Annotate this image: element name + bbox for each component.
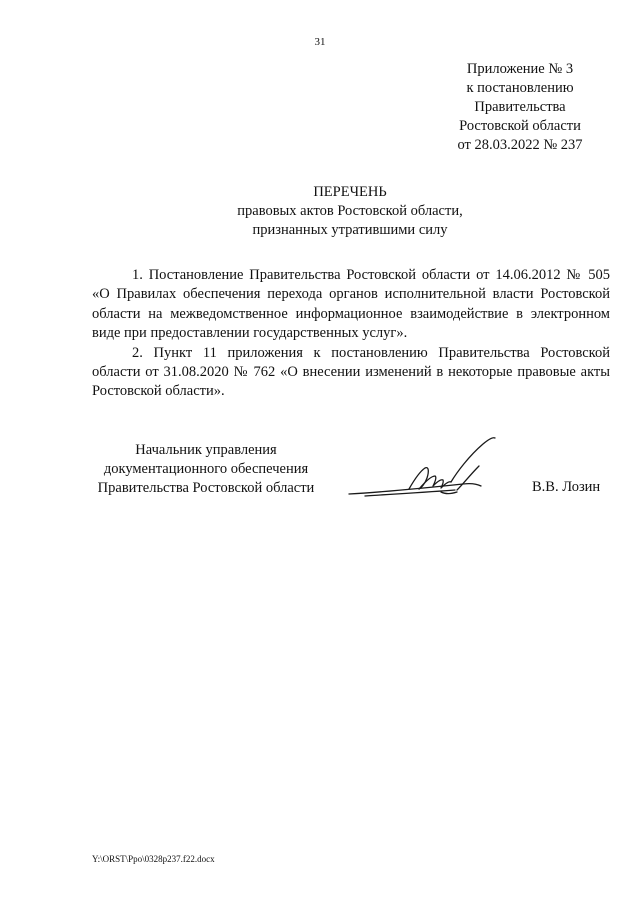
appendix-line: к постановлению	[466, 80, 574, 96]
page-number: 31	[314, 36, 326, 48]
document-title: ПЕРЕЧЕНЬ	[313, 184, 387, 200]
signatory-position-line: Правительства Ростовской области	[97, 480, 315, 496]
document-subtitle: правовых актов Ростовской области,	[237, 203, 463, 219]
appendix-block	[440, 60, 600, 155]
appendix-line: Ростовской области	[459, 118, 581, 134]
file-path: Y:\ORST\Ppo\0328p237.f22.docx	[92, 854, 215, 864]
act-list-item: 2. Пункт 11 приложения к постановлению Правительства Ростовской области от 31.08.2020 № 762 «О внесении изменений в некоторые правовые акты Ростовской области».	[92, 344, 610, 400]
signatory-position-line: документационного обеспечения	[103, 461, 309, 477]
appendix-line: Правительства	[474, 99, 566, 115]
document-subtitle: признанных утратившими силу	[252, 222, 448, 238]
document-heading	[0, 183, 640, 240]
act-list-item: 1. Постановление Правительства Ростовской области от 14.06.2012 № 505 «О Правилах обеспечения перехода органов исполнительной власти Ростовской области на межведомственное информационное взаимодействие в электронном виде при предоставлении государственных услуг».	[92, 267, 610, 342]
act-list	[92, 266, 610, 402]
appendix-line: Приложение № 3	[466, 61, 574, 77]
signatory-name: В.В. Лозин	[532, 479, 601, 495]
handwritten-signature	[345, 432, 515, 512]
signatory-position-line: Начальник управления	[135, 442, 277, 458]
signatory-position	[88, 441, 324, 498]
appendix-line: от 28.03.2022 № 237	[457, 137, 583, 153]
